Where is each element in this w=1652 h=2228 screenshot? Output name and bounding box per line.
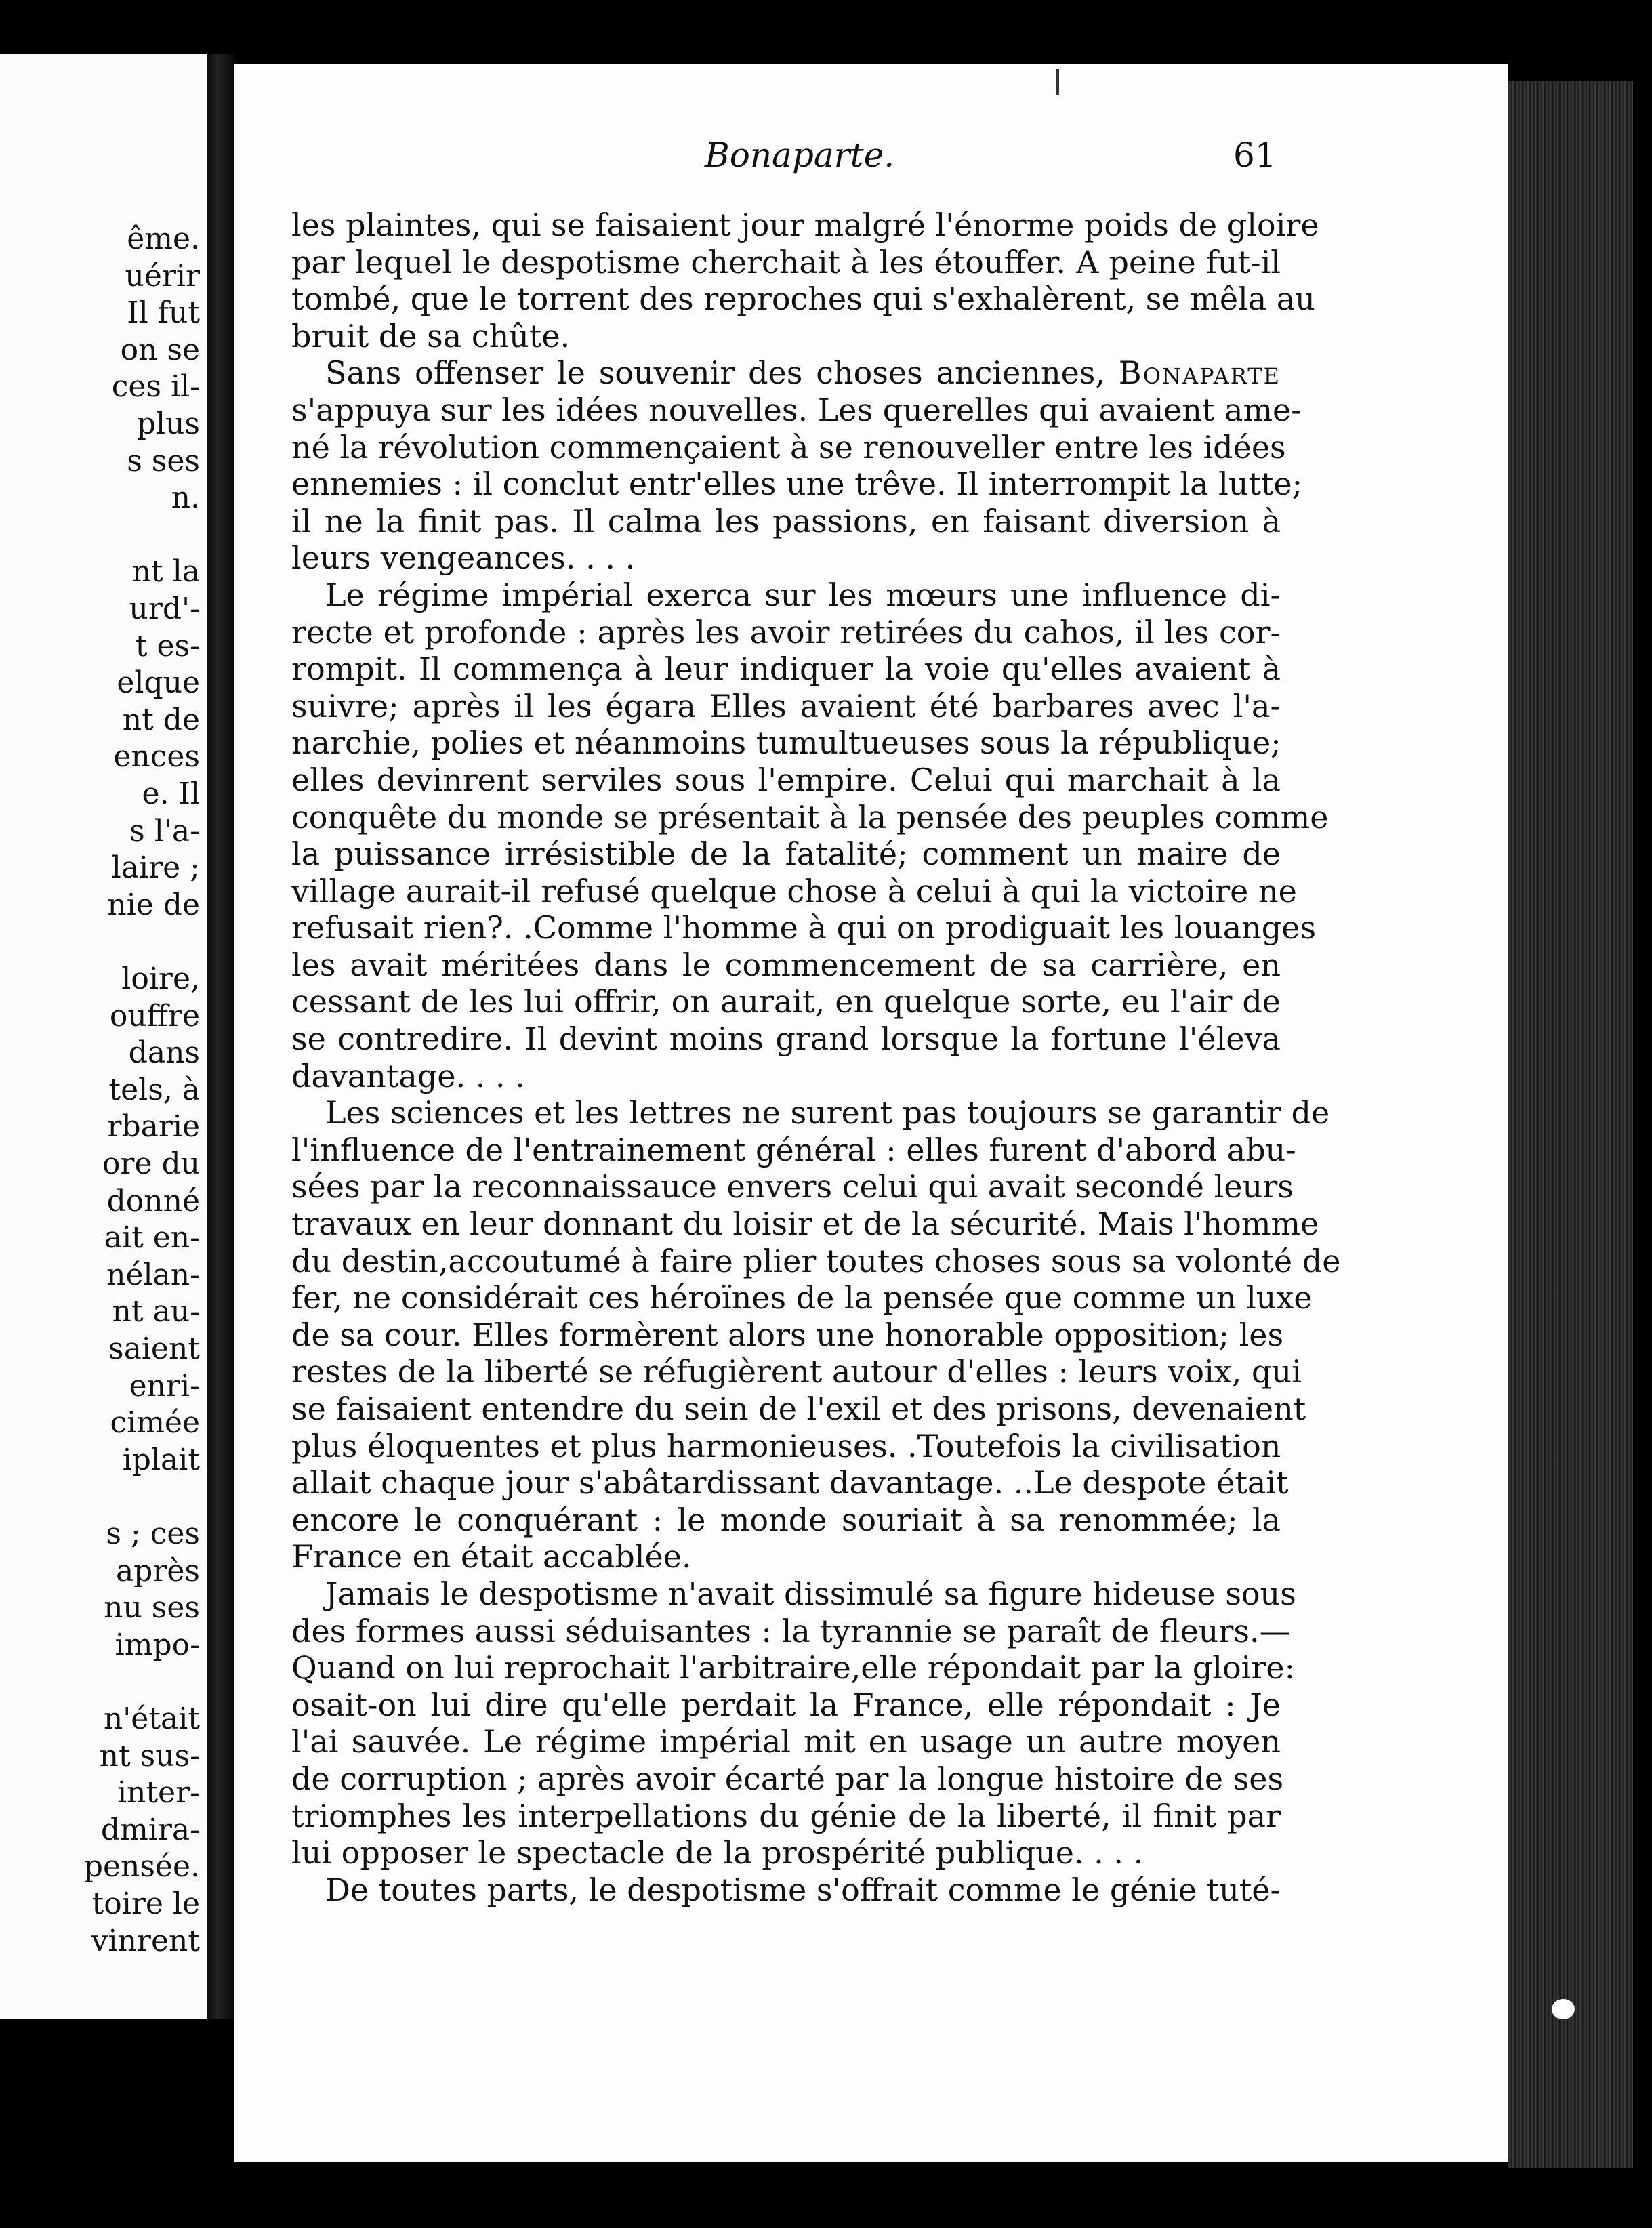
page-number: 61	[1233, 136, 1277, 175]
left-page-fragment: cimée	[110, 1405, 200, 1441]
text-line: refusait rien?. .Comme l'homme à qui on prodiguait les louanges	[291, 909, 1317, 947]
left-page-fragment: elque	[117, 665, 200, 701]
text-line: tombé, que le torrent des reproches qui s'exhalèrent, se mêla au	[291, 281, 1315, 318]
text-line: davantage. . . .	[291, 1057, 525, 1094]
text-line: rompit. Il commença à leur indiquer la voie qu'elles avaient à	[291, 651, 1281, 688]
left-page-fragment: s ; ces	[106, 1517, 200, 1551]
text-line: du destin,accoutumé à faire plier toutes choses sous sa volonté de	[291, 1242, 1341, 1279]
text-line: lui opposer le spectacle de la prospérité publique. . . .	[291, 1834, 1144, 1872]
left-page-fragment: ences	[113, 739, 200, 775]
text-line: narchie, polies et néanmoins tumultueuses sous la république;	[291, 724, 1281, 762]
text-line: de sa cour. Elles formèrent alors une honorable opposition; les	[291, 1316, 1284, 1353]
left-page-fragment: plus	[136, 407, 200, 441]
text-line: leurs vengeances. . . .	[291, 539, 636, 577]
text-line: plus éloquentes et plus harmonieuses. .Toutefois la civilisation	[291, 1427, 1281, 1464]
paper-spot	[1552, 1999, 1575, 2019]
running-head: Bonaparte.	[705, 136, 895, 175]
text-line: recte et profonde : après les avoir retirées du cahos, il les cor-	[291, 613, 1281, 651]
left-page-fragment: iplait	[122, 1442, 200, 1477]
left-page-fragment: e. Il	[142, 777, 200, 811]
left-page-fragment: laire ;	[111, 850, 200, 886]
text-line: allait chaque jour s'abâtardissant davantage. ..Le despote était	[291, 1464, 1289, 1502]
left-page-fragment: n.	[171, 480, 200, 516]
left-page-fragment: enri-	[129, 1368, 200, 1403]
scan-mark	[1056, 69, 1059, 95]
left-page-fragment: toire le	[91, 1886, 200, 1921]
text-line: l'ai sauvée. Le régime impérial mit en usage un autre moyen	[291, 1723, 1281, 1760]
left-page-fragment: uérir	[125, 258, 200, 293]
left-page-fragment: ouffre	[109, 998, 200, 1033]
text-line: Quand on lui reprochait l'arbitraire,elle répondait par la gloire:	[291, 1649, 1296, 1687]
left-page-fragment: rbarie	[107, 1109, 200, 1144]
left-page-fragment: ces il-	[111, 369, 200, 405]
left-page-edge	[0, 54, 207, 2019]
text-line: né la révolution commençaient à se renouveller entre les idées	[291, 428, 1286, 466]
text-line: De toutes parts, le despotisme s'offrait comme le génie tuté-	[325, 1871, 1281, 1908]
left-page-fragment: vinrent	[91, 1923, 200, 1958]
text-line: encore le conquérant : le monde souriait à sa renommée; la	[291, 1501, 1281, 1538]
text-line: conquête du monde se présentait à la pensée des peuples comme	[291, 798, 1329, 836]
text-line: se faisaient entendre du sein de l'exil et des prisons, devenaient	[291, 1390, 1306, 1427]
left-page-fragment: n'était	[103, 1701, 200, 1736]
left-page-fragment: on se	[120, 332, 200, 367]
text-line: elles devinrent serviles sous l'empire. Celui qui marchait à la	[291, 761, 1281, 798]
text-line: Jamais le despotisme n'avait dissimulé sa figure hideuse sous	[325, 1575, 1296, 1612]
left-page-fragment: après	[115, 1553, 200, 1588]
left-page-fragment: s ses	[127, 443, 200, 478]
left-page-fragment: s l'a-	[129, 813, 200, 848]
text-line: se contredire. Il devint moins grand lorsque la fortune l'éleva	[291, 1020, 1281, 1058]
text-line: restes de la liberté se réfugièrent autour d'elles : leurs voix, qui	[291, 1353, 1302, 1390]
left-page-fragment: Il fut	[127, 295, 200, 331]
text-line: travaux en leur donnant du loisir et de la sécurité. Mais l'homme	[291, 1205, 1319, 1243]
left-page-fragment: nt de	[122, 702, 200, 737]
text-line: des formes aussi séduisantes : la tyrannie se paraît de fleurs.—	[291, 1612, 1291, 1649]
left-page-fragment: nélan-	[106, 1257, 200, 1292]
text-line: Sans offenser le souvenir des choses anciennes, Bonaparte	[325, 354, 1281, 392]
left-page-fragment: tels, à	[108, 1072, 200, 1107]
text-line: suivre; après il les égara Elles avaient été barbares avec l'a-	[291, 687, 1281, 724]
left-page-fragment: impo-	[115, 1627, 200, 1662]
page-block-edge	[1508, 81, 1633, 2168]
left-page-fragment: inter-	[117, 1775, 200, 1811]
text-line: Les sciences et les lettres ne surent pas toujours se garantir de	[325, 1094, 1330, 1132]
text-line: les avait méritées dans le commencement de sa carrière, en	[291, 946, 1281, 983]
left-page-fragment: pensée.	[83, 1849, 200, 1884]
left-page-fragment: nt au-	[112, 1294, 200, 1329]
left-page-fragment: dmira-	[100, 1812, 200, 1847]
text-line: triomphes les interpellations du génie de la liberté, il finit par	[291, 1797, 1281, 1834]
text-line: l'influence de l'entrainement général : elles furent d'abord abu-	[291, 1131, 1296, 1168]
left-page-fragment: donné	[106, 1183, 200, 1218]
left-page-fragment: dans	[128, 1035, 200, 1071]
text-line: bruit de sa chûte.	[291, 317, 571, 354]
text-line: s'appuya sur les idées nouvelles. Les querelles qui avaient ame-	[291, 391, 1302, 428]
left-page-fragment: ait en-	[104, 1220, 200, 1256]
left-page-fragment: nu ses	[104, 1590, 200, 1626]
text-line: par lequel le despotisme cherchait à les étouffer. A peine fut-il	[291, 243, 1281, 281]
book-gutter	[207, 54, 234, 2019]
text-line: cessant de les lui offrir, on aurait, en quelque sorte, eu l'air de	[291, 983, 1281, 1020]
left-page-fragment: urd'-	[129, 592, 200, 626]
left-page-fragment: nt la	[131, 554, 200, 590]
left-page-fragment: nie de	[107, 887, 200, 922]
text-line: osait-on lui dire qu'elle perdait la France, elle répondait : Je	[291, 1686, 1281, 1723]
text-line: les plaintes, qui se faisaient jour malgré l'énorme poids de gloire	[291, 207, 1319, 243]
text-line: de corruption ; après avoir écarté par la longue histoire de ses	[291, 1760, 1284, 1797]
left-page-fragment: t es-	[135, 628, 200, 663]
small-caps-name: Bonaparte	[1118, 354, 1281, 392]
text-line: France en était accablée.	[291, 1538, 692, 1575]
text-line: il ne la finit pas. Il calma les passions, en faisant diversion à	[291, 502, 1281, 539]
text-line: sées par la reconnaissauce envers celui qui avait secondé leurs	[291, 1168, 1294, 1205]
left-page-fragment: loire,	[121, 962, 200, 996]
left-page-fragment: saient	[108, 1332, 200, 1366]
text-line: village aurait-il refusé quelque chose à celui à qui la victoire ne	[291, 872, 1297, 909]
left-page-fragment: ore du	[102, 1147, 200, 1181]
body-text	[291, 207, 1341, 1908]
text-line: Le régime impérial exerca sur les mœurs une influence di-	[325, 576, 1281, 613]
text-line: la puissance irrésistible de la fatalité; comment un maire de	[291, 836, 1281, 873]
text-line: ennemies : il conclut entr'elles une trêve. Il interrompit la lutte;	[291, 466, 1303, 503]
text-line: fer, ne considérait ces héroïnes de la pensée que comme un luxe	[291, 1279, 1313, 1317]
left-page-fragment: nt sus-	[99, 1738, 200, 1773]
left-page-fragment: ême.	[127, 222, 200, 256]
